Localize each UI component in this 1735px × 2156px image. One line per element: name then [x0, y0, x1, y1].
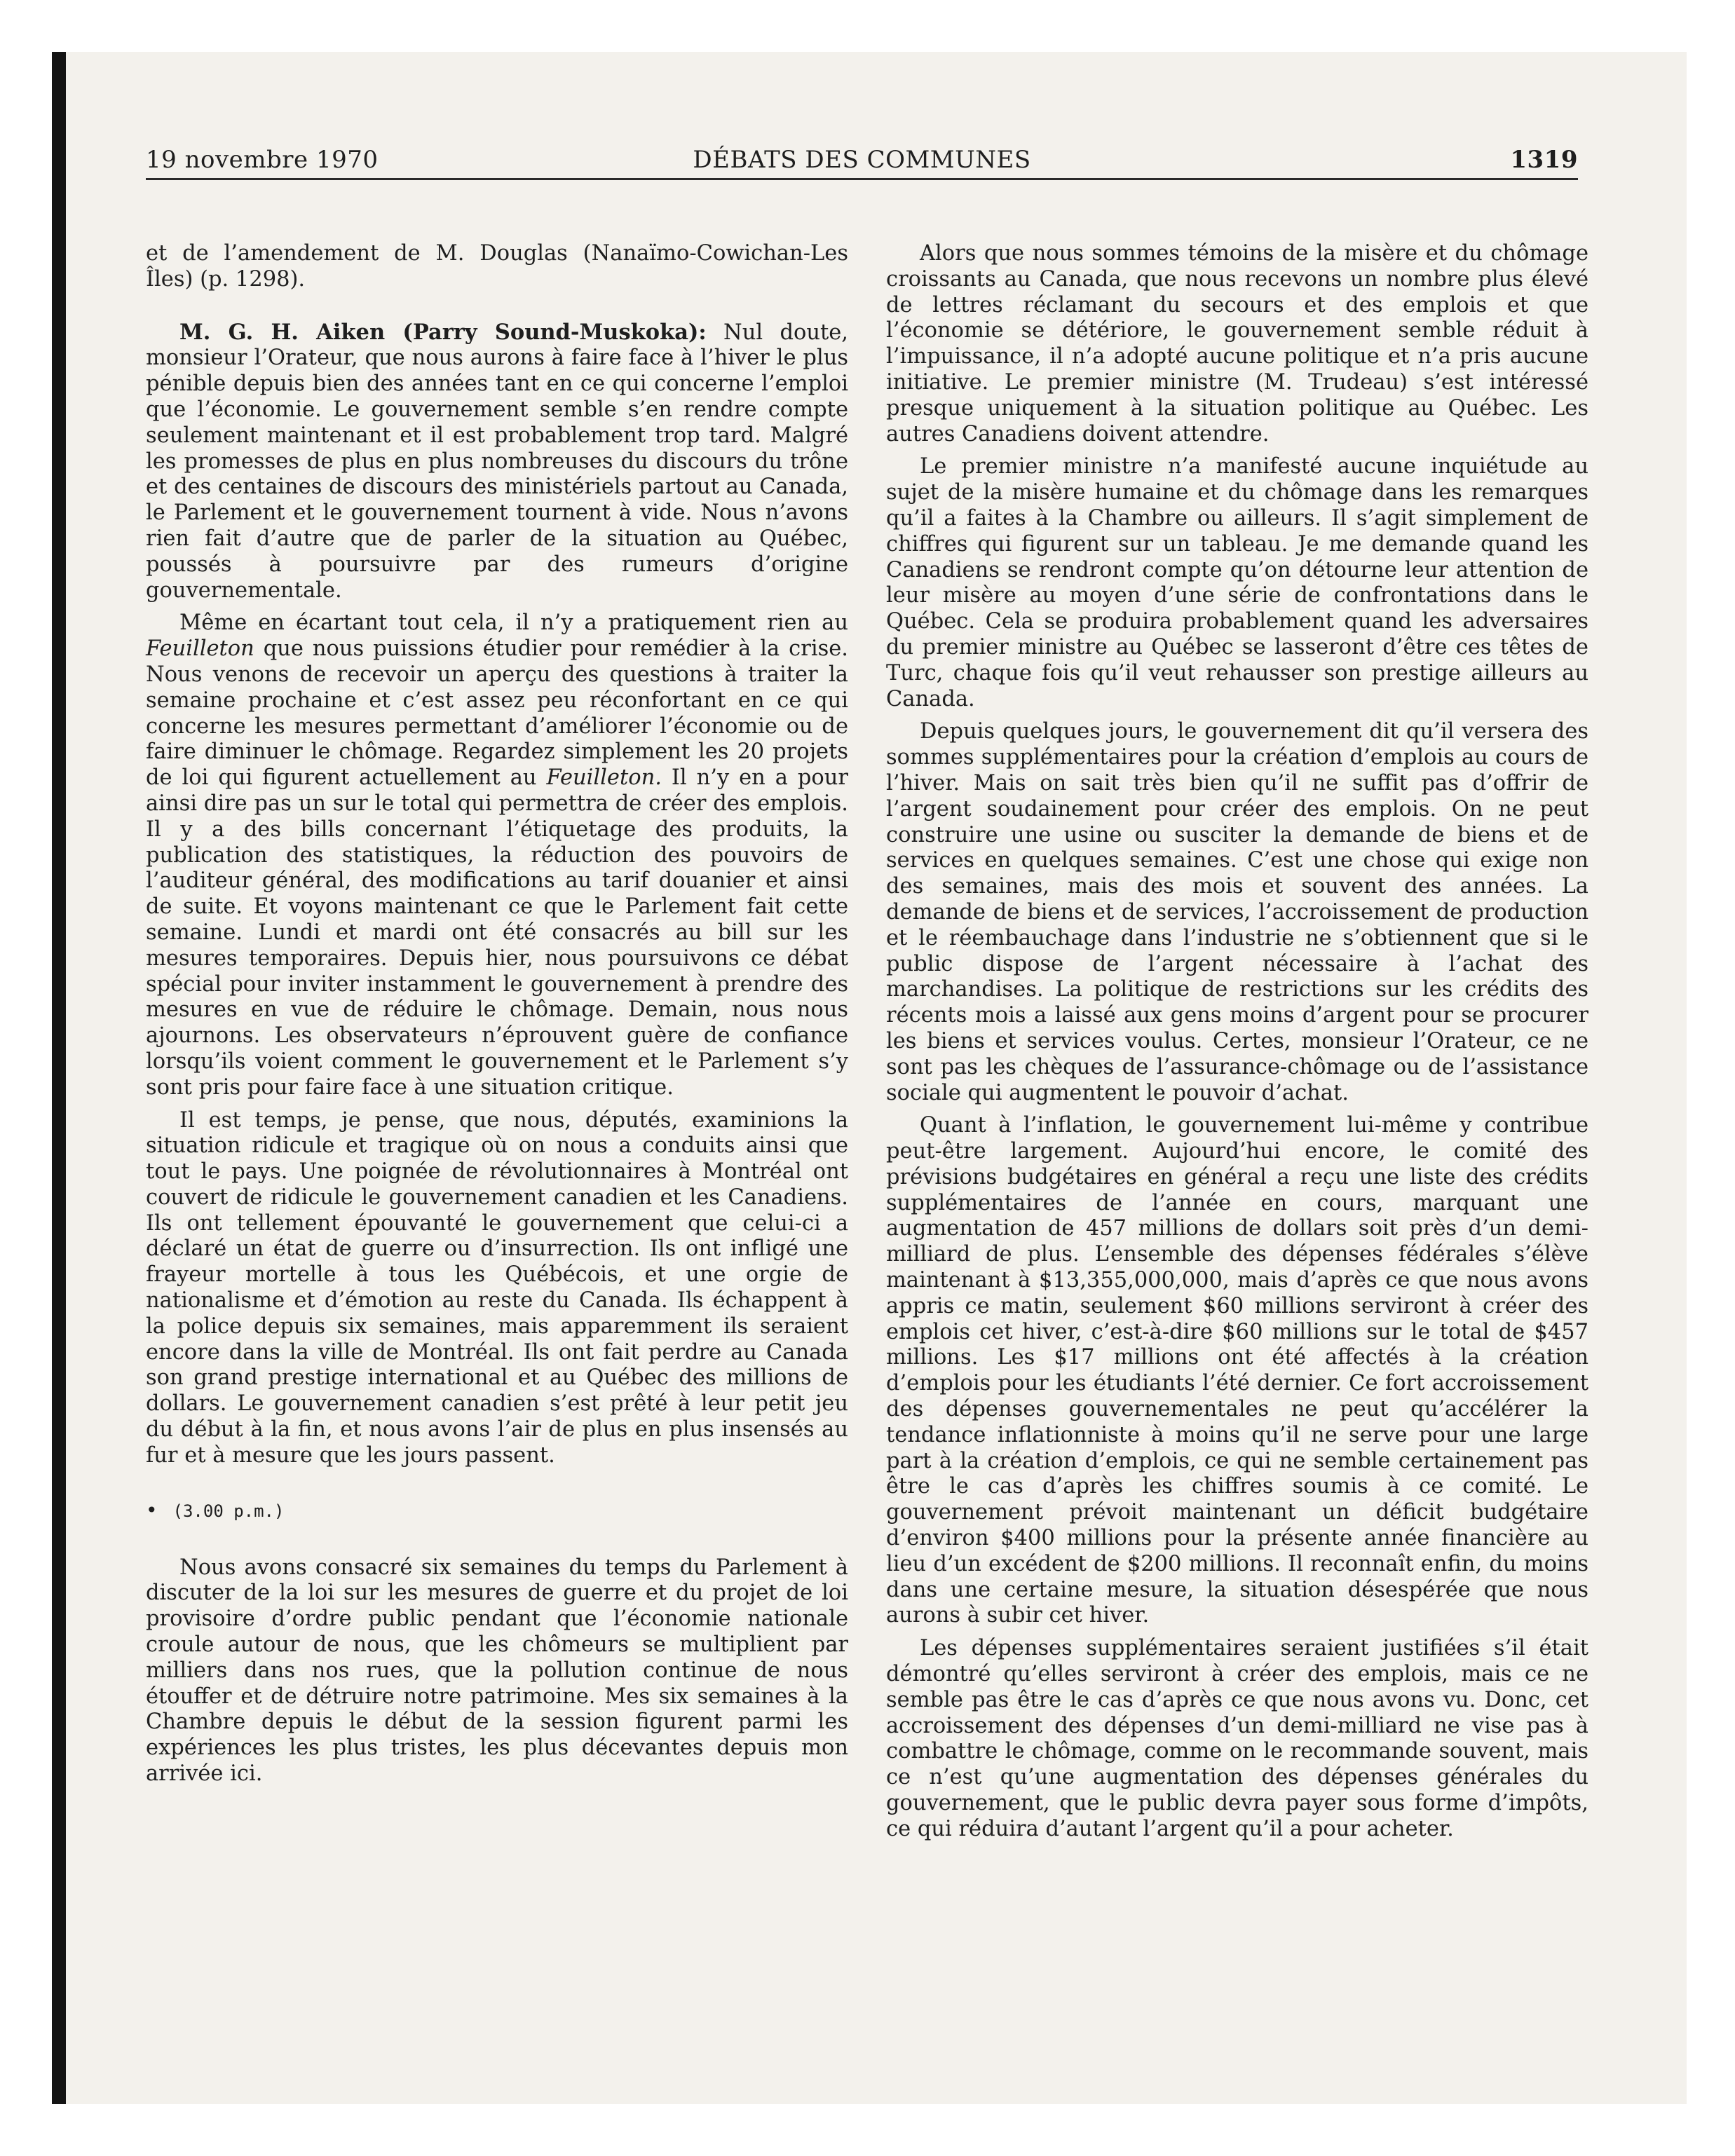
paragraph: Depuis quelques jours, le gouvernement dit qu’il versera des sommes supplémentaires pour la création d’emplois au cours de l’hiver. Mais on sait très bien qu’il ne suffit pas d’offrir de l’argent soudainement pour créer des emplois. On ne peut construire une usine ou susciter la demande de biens et de services en quelques semaines. C’est une chose qui exige non des semaines, mais des mois et souvent des années. La demande de biens et de services, l’accroissement de production et le réembauchage dans l’industrie ne s’obtiennent que si le public dispose de l’argent nécessaire à l’achat des marchandises. La politique de restrictions sur les crédits des récents mois a laissé aux gens moins d’argent pour se procurer les biens et services voulus. Certes, monsieur l’Orateur, ce ne sont pas les chèques de l’assurance-chômage ou de l’assistance sociale qui augmentent le pouvoir d’achat.: [886, 719, 1588, 1105]
text-run: Même en écartant tout cela, il n’y a pratiquement rien au: [179, 610, 848, 636]
text-run: Il n’y en a pour ainsi dire pas un sur le total qui permettra de créer des emplois. Il y a des bills concernant l’étiquetage des produits, la publication des statistiques, la réduction des pouvoirs de l’auditeur général, des modifications au tarif douanier et ainsi de suite. Et voyons maintenant ce que le Parlement fait cette semaine. Lundi et mardi ont été consacrés au bill sur les mesures temporaires. Depuis hier, nous poursuivons ce débat spécial pour inviter instamment le gouvernement à prendre des mesures en vue de réduire le chômage. Demain, nous nous ajournons. Les observateurs n’éprouvent guère de confiance lorsqu’ils voient comment le gouvernement et le Parlement s’y sont pris pour faire face à une situation critique.: [146, 765, 848, 1100]
paragraph: Le premier ministre n’a manifesté aucune inquiétude au sujet de la misère humaine et du chômage dans les remarques qu’il a faites à la Chambre ou ailleurs. Il s’agit simplement de chiffres qui figurent sur un tableau. Je me demande quand les Canadiens se rendront compte qu’on détourne leur attention de leur misère au moyen d’une série de confrontations dans le Québec. Cela se produira probablement quand les adversaires du premier ministre au Québec se lasseront d’être ces têtes de Turc, chaque fois qu’il veut rehausser son prestige ailleurs au Canada.: [886, 454, 1588, 711]
speaker-name: M. G. H. Aiken (Parry Sound-Muskoka):: [179, 319, 707, 345]
speech-text: Nul doute, monsieur l’Orateur, que nous aurons à faire face à l’hiver le plus pénible depuis bien des années tant en ce qui concerne l’emploi que l’économie. Le gouvernement semble s’en rendre compte seulement maintenant et il est probablement trop tard. Malgré les promesses de plus en plus nombreuses du discours du trône et des centaines de discours des ministériels partout au Canada, le Parlement et le gouvernement tournent à vide. Nous n’avons rien fait d’autre que de parler de la situation au Québec, poussés à poursuivre par des rumeurs d’origine gouvernementale.: [146, 320, 848, 603]
running-head: [146, 137, 1578, 180]
header-date: 19 novembre 1970: [146, 146, 379, 174]
italic-term: Feuilleton: [146, 636, 254, 662]
scan-edge: [52, 52, 66, 2104]
paragraph: Quant à l’inflation, le gouvernement lui-même y contribue peut-être largement. Aujourd’hui encore, le comité des prévisions budgétaires en général a reçu une liste des crédits supplémentaires de l’année en cours, marquant une augmentation de 457 millions de dollars soit près d’un demi-milliard de plus. L’ensemble des dépenses fédérales s’élève maintenant à $13,355,000,000, mais d’après ce que nous avons appris ce matin, seulement $60 millions serviront à créer des emplois cet hiver, c’est-à-dire $60 millions sur le total de $457 millions. Les $17 millions ont été affectés à la création d’emplois pour les étudiants l’été dernier. Ce fort accroissement des dépenses gouvernementales ne peut qu’accélérer la tendance inflationniste à moins qu’il ne serve pour une large part à la création d’emplois, ce qui ne semble certainement pas être le cas d’après les chiffres soumis à ce comité. Le gouvernement prévoit maintenant un déficit budgétaire d’environ $400 millions pour la présente année financière au lieu d’un excédent de $200 millions. Il reconnaît enfin, du moins dans une certaine mesure, la situation désespérée que nous aurons à subir cet hiver.: [886, 1113, 1588, 1628]
left-column: [146, 241, 848, 1787]
italic-term: Feuilleton.: [546, 765, 662, 791]
right-column: [886, 241, 1588, 1843]
time-stamp: (3.00 p.m.): [172, 1501, 285, 1521]
time-marker: [146, 1500, 848, 1522]
paragraph: et de l’amendement de M. Douglas (Nanaïmo-Cowichan-Les Îles) (p. 1298).: [146, 241, 848, 292]
page-number: 1319: [1510, 146, 1578, 174]
paragraph: Les dépenses supplémentaires seraient justifiées s’il était démontré qu’elles serviront à créer des emplois, mais ce ne semble pas être le cas d’après ce que nous avons vu. Donc, cet accroissement des dépenses d’un demi-milliard ne vise pas à combattre le chômage, comme on le recommande souvent, mais ce n’est qu’une augmentation des dépenses générales du gouvernement, que le public devra payer sous forme d’impôts, ce qui réduira d’autant l’argent qu’il a pour acheter.: [886, 1636, 1588, 1841]
paragraph: [146, 610, 848, 1100]
paragraph: Il est temps, je pense, que nous, députés, examinions la situation ridicule et tragique où on nous a conduits ainsi que tout le pays. Une poignée de révolutionnaires à Montréal ont couvert de ridicule le gouvernement canadien et les Canadiens. Ils ont tellement épouvanté le gouvernement que celui-ci a déclaré un état de guerre ou d’insurrection. Ils ont infligé une frayeur mortelle à tous les Québécois, et une orgie de nationalisme et d’émotion au reste du Canada. Ils échappent à la police depuis six semaines, mais apparemment ils seraient encore dans la ville de Montréal. Ils ont fait perdre au Canada son grand prestige international et au Québec des millions de dollars. Le gouvernement canadien s’est prêté à leur petit jeu du début à la fin, et nous avons l’air de plus en plus insensés au fur et à mesure que les jours passent.: [146, 1107, 848, 1468]
paragraph: Alors que nous sommes témoins de la misère et du chômage croissants au Canada, que nous recevons un nombre plus élevé de lettres réclamant du secours et des emplois et que l’économie se détériore, le gouvernement semble réduit à l’impuissance, il n’a adopté aucune politique et n’a pris aucune initiative. Le premier ministre (M. Trudeau) s’est intéressé presque uniquement à la situation politique au Québec. Les autres Canadiens doivent attendre.: [886, 241, 1588, 446]
paragraph: Nous avons consacré six semaines du temps du Parlement à discuter de la loi sur les mesures de guerre et du projet de loi provisoire d’ordre public pendant que l’économie nationale croule autour de nous, que les chômeurs se multiplient par milliers dans nos rues, que la pollution continue de nous étouffer et de détruire notre patrimoine. Mes six semaines à la Chambre depuis le début de la session figurent parmi les expériences les plus tristes, les plus décevantes depuis mon arrivée ici.: [146, 1555, 848, 1787]
text-run: que nous puissions étudier pour remédier à la crise. Nous venons de recevoir un aperçu des questions à traiter la semaine prochaine et c’est assez peu réconfortant en ce qui concerne les mesures permettant d’améliorer l’économie ou de faire diminuer le chômage. Regardez simplement les 20 projets de loi qui figurent actuellement au: [146, 636, 848, 791]
header-title: DÉBATS DES COMMUNES: [693, 146, 1031, 174]
bullet-icon: •: [146, 1498, 158, 1522]
speech-paragraph: [146, 320, 848, 604]
